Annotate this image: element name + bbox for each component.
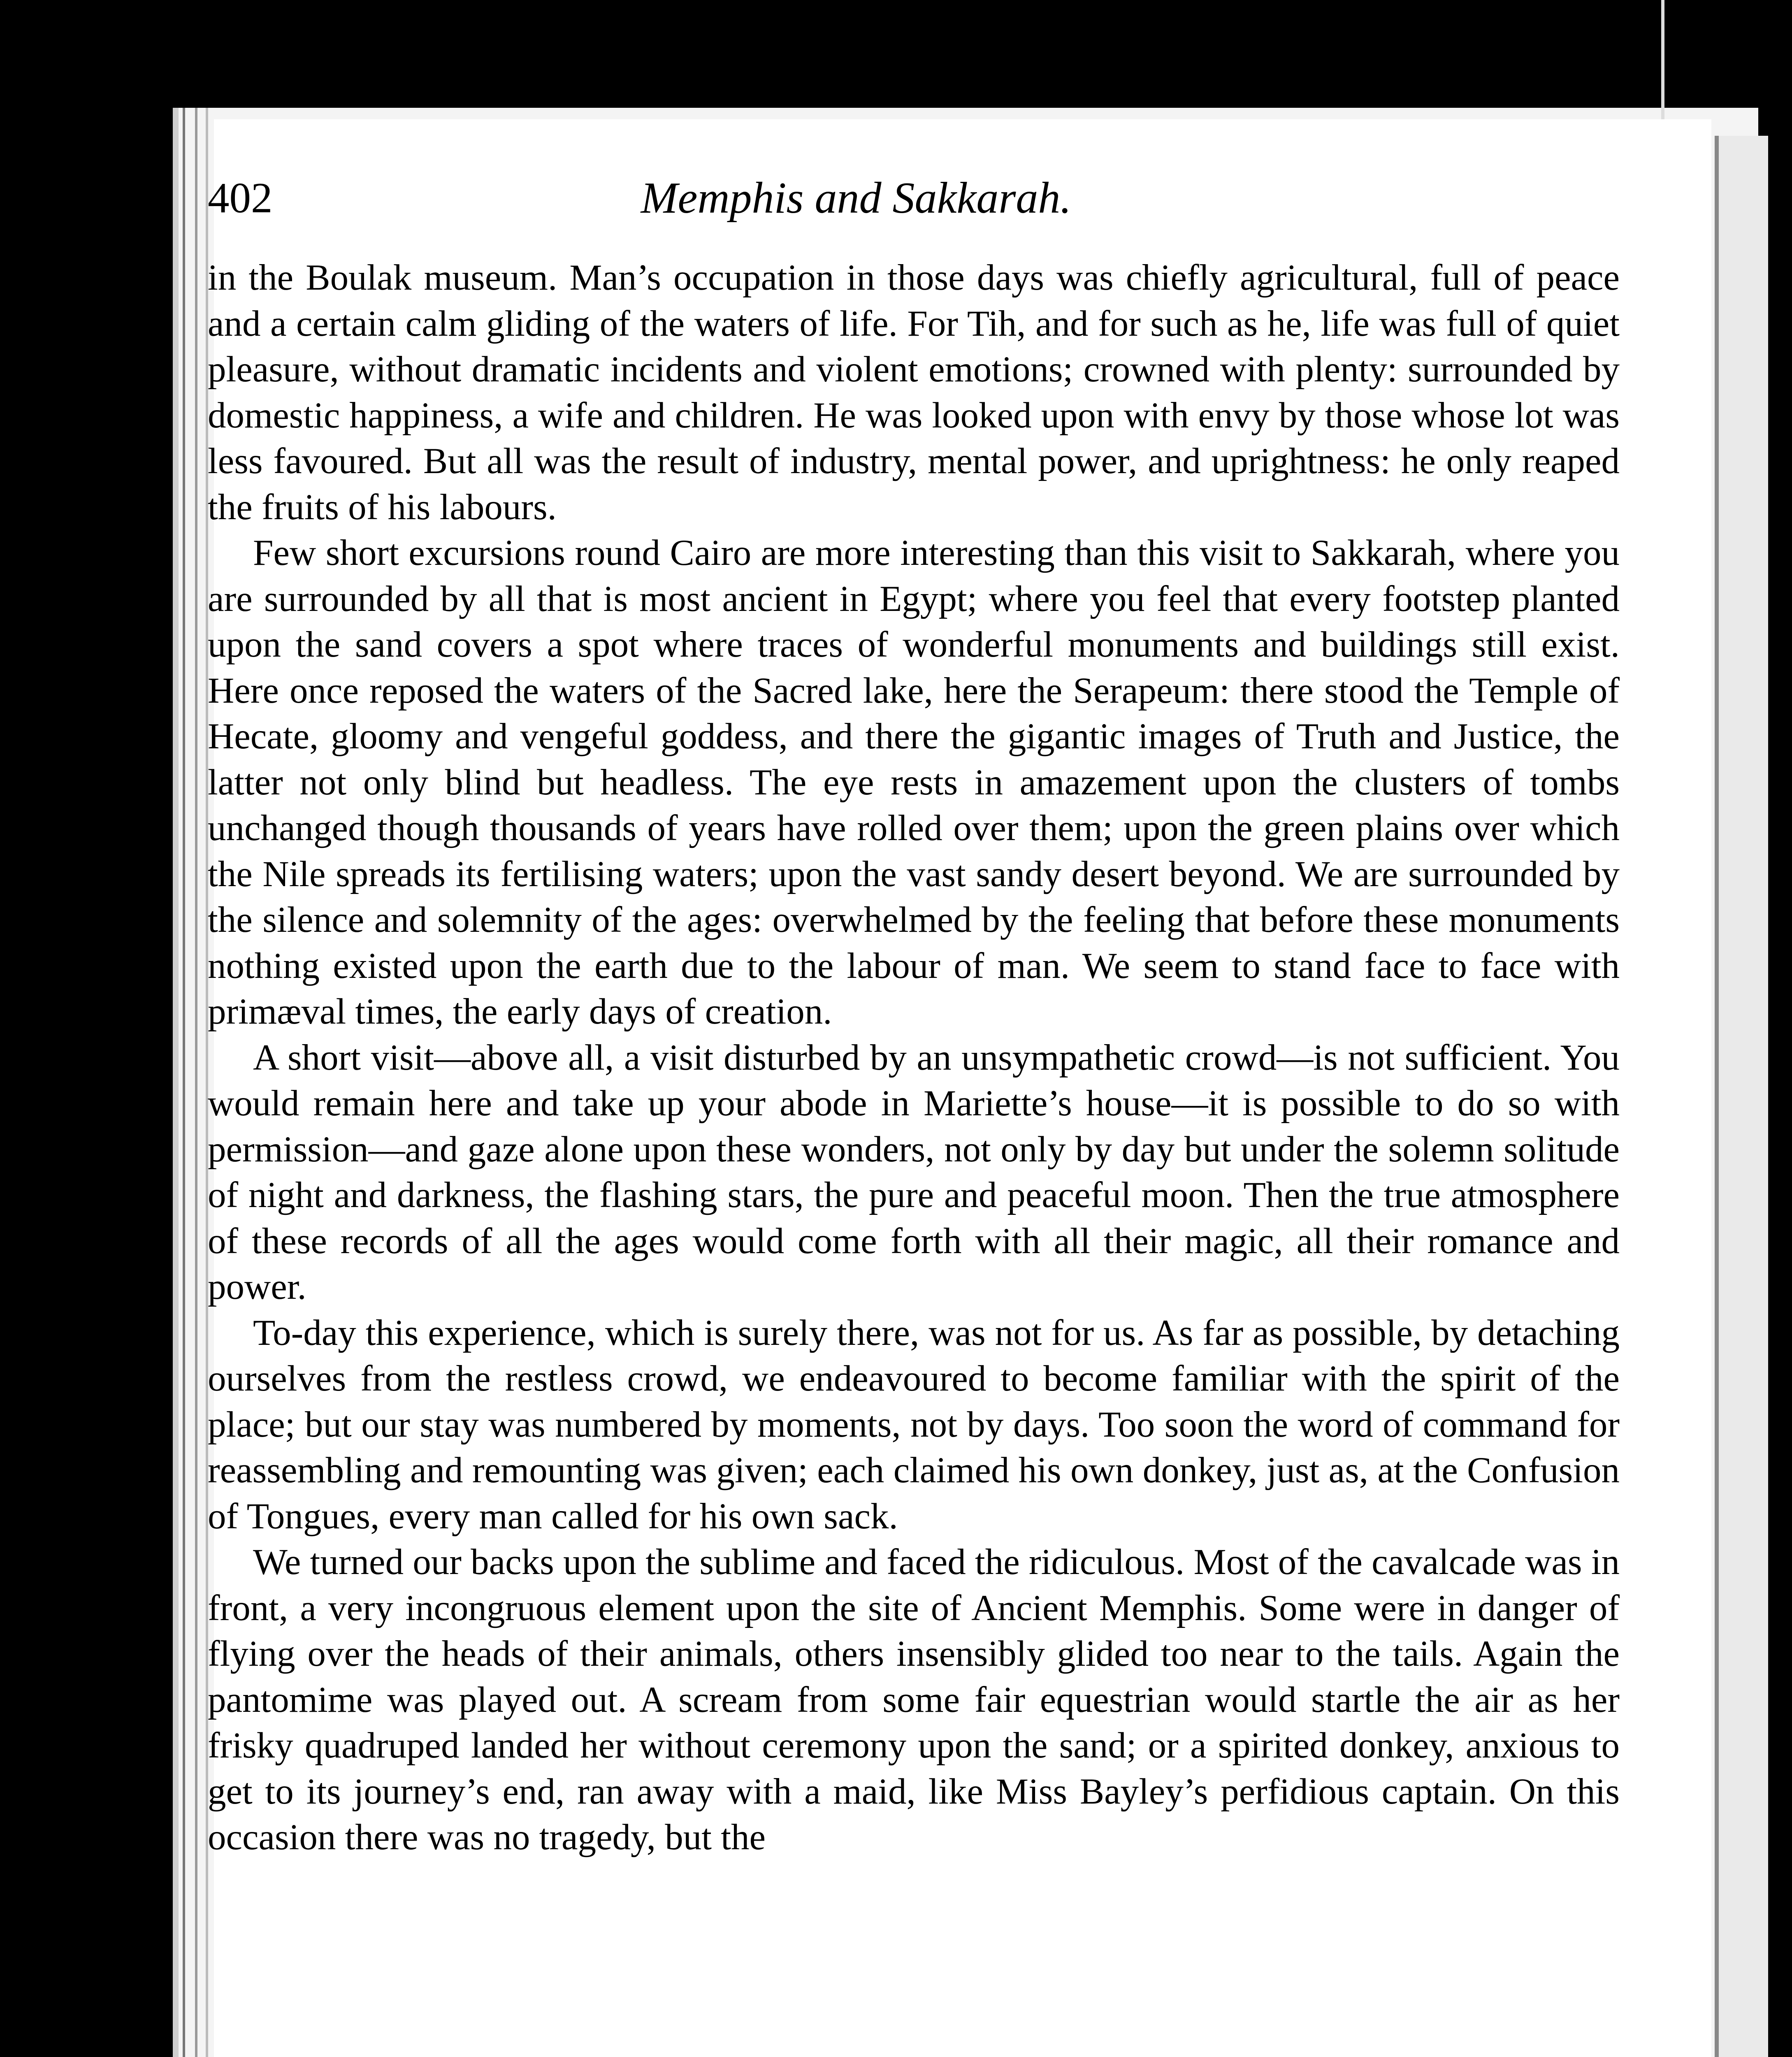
running-head	[208, 173, 1620, 239]
paragraph: A short visit—above all, a visit disturbed by an unsympathetic crowd—is not sufficient. You would remain here and take up your abode in Mariette’s house—it is possible to do so with permission—and gaze alone upon these wonders, not only by day but under the solemn solitude of night and darkness, the flashing stars, the pure and peaceful moon. Then the true atmosphere of these records of all the ages would come forth with all their magic, all their romance and power.	[208, 1037, 1620, 1307]
binding-mark	[1661, 0, 1664, 123]
body-text	[208, 255, 1620, 1861]
page-number: 402	[208, 174, 273, 222]
page-edge-line	[195, 108, 197, 2057]
paragraph: We turned our backs upon the sublime and faced the ridiculous. Most of the cavalcade was in front, a very incongruous element upon the site of Ancient Memphis. Some were in danger of flying over the heads of their animals, others insensibly glided too near to the tails. Again the pantomime was played out. A scream from some fair equestrian would startle the air as her frisky quadruped landed her without ceremony upon the sand; or a spirited donkey, anxious to get to its journey’s end, ran away with a maid, like Miss Bayley’s perfidious captain. On this occasion there was no tragedy, but the	[208, 1542, 1620, 1857]
page-edge-line	[183, 108, 185, 2057]
paragraph: in the Boulak museum. Man’s occupation in those days was chiefly agricultural, full of peace and a certain calm gliding of the waters of life. For Tih, and for such as he, life was full of quiet pleasure, without dramatic incidents and violent emotions; crowned with plenty: surrounded by domestic happiness, a wife and children. He was looked upon with envy by those whose lot was less favoured. But all was the result of industry, mental power, and uprightness: he only reaped the fruits of his labours.	[208, 258, 1620, 527]
running-title: Memphis and Sakkarah.	[641, 174, 1072, 223]
adjacent-page-edge	[1715, 136, 1768, 2057]
paragraph: To-day this experience, which is surely there, was not for us. As far as possible, by detaching ourselves from the restless crowd, we endeavoured to become familiar with the spirit of the place; but our stay was numbered by moments, not by days. Too soon the word of command for reassembling and remounting was given; each claimed his own donkey, just as, at the Confusion of Tongues, every man called for his own sack.	[208, 1312, 1620, 1537]
paragraph: Few short excursions round Cairo are more interesting than this visit to Sakkarah, where you are surrounded by all that is most ancient in Egypt; where you feel that every footstep planted upon the sand covers a spot where traces of wonderful monuments and buildings still exist. Here once reposed the waters of the Sacred lake, here the Serapeum: there stood the Temple of Hecate, gloomy and vengeful goddess, and there the gigantic images of Truth and Justice, the latter not only blind but headless. The eye rests in amazement upon the clusters of tombs unchanged though thousands of years have rolled over them; upon the green plains over which the Nile spreads its fertilising waters; upon the vast sandy desert beyond. We are surrounded by the silence and solemnity of the ages: overwhelmed by the feeling that before these monuments nothing existed upon the earth due to the labour of man. We seem to stand face to face with primæval times, the early days of creation.	[208, 533, 1620, 1032]
